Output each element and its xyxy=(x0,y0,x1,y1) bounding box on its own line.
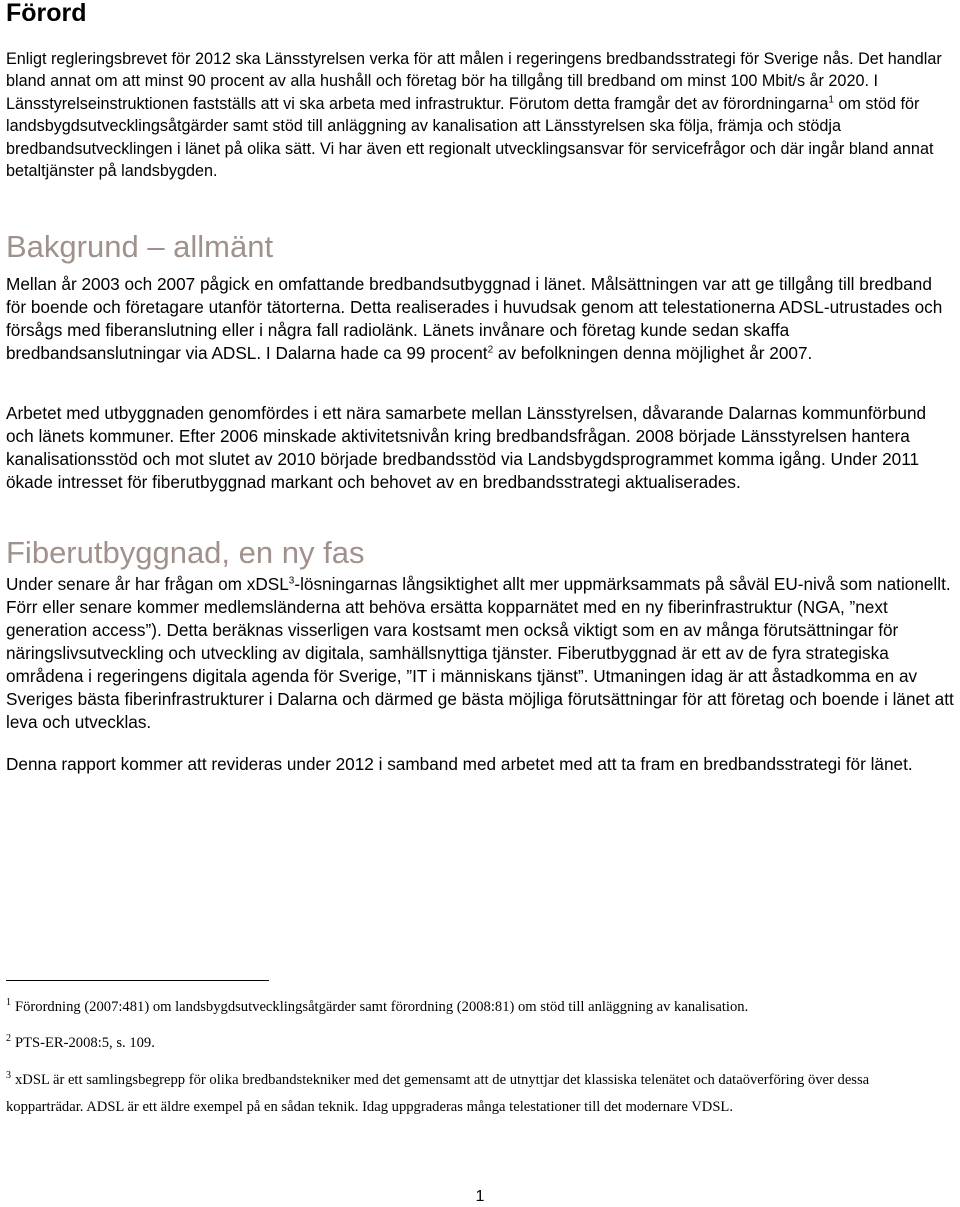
footnote-ref-1[interactable]: 1 xyxy=(828,94,834,106)
paragraph-text: Mellan år 2003 och 2007 pågick en omfattande bredbandsutbyggnad i länet. Målsättningen var att ge tillgång till bredband för boende och företagare utanför tätorterna. Detta realiserades i huvudsak genom att telestationerna ADSL-utrustades och försågs med fiberanslutning eller i några fall radiolänk. Länets invånare och företag kunde sedan skaffa bredbandsanslutningar via ADSL. I Dalarna hade ca 99 procent xyxy=(6,274,943,363)
heading-fiberutbyggnad: Fiberutbyggnad, en ny fas xyxy=(6,535,365,570)
footnote-text: PTS-ER-2008:5, s. 109. xyxy=(15,1035,155,1051)
paragraph-bakgrund-2: Arbetet med utbyggnaden genomfördes i ett nära samarbete mellan Länsstyrelsen, dåvarande Dalarnas kommunförbund och länets kommuner. Efter 2006 minskade aktivitetsnivån kring bredbandsfrågan. 2008 började Länsstyrelsen hantera kanalisationsstöd och mot slutet av 2010 började bredbandsstöd via Landsbygdsprogrammet komma igång. Under 2011 ökade intresset för fiberutbyggnad markant och behovet av en bredbandsstrategi aktualiserades. xyxy=(6,403,927,492)
heading-forord: Förord xyxy=(6,0,87,27)
footnote-number: 3 xyxy=(6,1070,11,1082)
footnote-number: 1 xyxy=(6,997,11,1009)
paragraph-text: av befolkningen denna möjlighet år 2007. xyxy=(493,343,813,363)
footnote-3 xyxy=(6,1067,936,1121)
paragraph-forord xyxy=(6,48,956,182)
footnote-text: Förordning (2007:481) om landsbygdsutvecklingsåtgärder samt förordning (2008:81) om stöd till anläggning av kanalisation. xyxy=(15,999,749,1015)
paragraph-text: Enligt regleringsbrevet för 2012 ska Länsstyrelsen verka för att målen i regeringens bredbandsstrategi för Sverige nås. Det handlar bland annat om att minst 90 procent av alla hushåll och företag bör ha tillgång till bredband om minst 100 Mbit/s år 2020. I Länsstyrelseinstruktionen fastställs att vi ska arbeta med infrastruktur. Förutom detta framgår det av förordningarna xyxy=(6,50,942,113)
footnote-ref-3[interactable]: 3 xyxy=(288,575,295,587)
footnote-text: xDSL är ett samlingsbegrepp för olika bredbandstekniker med det gemensamt att de utnyttjar det klassiska telenätet och dataöverföring över dessa kopparträdar. ADSL är ett äldre exempel på en sådan teknik. Idag uppgraderas många telestationer till det modernare VDSL. xyxy=(6,1072,870,1115)
footnote-2 xyxy=(6,1030,936,1057)
paragraph-text: -lösningarnas långsiktighet allt mer uppmärksammats på såväl EU-nivå som nationellt. Förr eller senare kommer medlemsländerna att behöva ersätta kopparnätet med en ny fiberinfrastruktur (NGA, ”next generation access”). Detta beräknas visserligen vara kostsamt men också viktigt som en av många förutsättningar för näringslivsutveckling och utveckling av digitala, samhällsnyttiga tjänster. Fiberutbyggnad är ett av de fyra strategiska områdena i regeringens digitala agenda för Sverige, ”IT i människans tjänst”. Utmaningen idag är att åstadkomma en av Sveriges bästa fiberinfrastrukturer i Dalarna och därmed ge bästa möjliga förutsättningar för att företag och boende i länet att leva och utvecklas. xyxy=(6,574,954,732)
paragraph-text: Under senare år har frågan om xDSL xyxy=(6,574,289,594)
paragraph-fiber-2: Denna rapport kommer att revideras under 2012 i samband med arbetet med att ta fram en bredbandsstrategi för länet. xyxy=(6,754,913,774)
paragraph-text: om stöd för landsbygdsutvecklingsåtgärder samt stöd till anläggning av kanalisation att Länsstyrelsen ska följa, främja och stödja bredbandsutvecklingen i länet på olika sätt. Vi har även ett regionalt utvecklingsansvar för servicefrågor och där ingår bland annat betaltjänster på landsbygden. xyxy=(6,94,934,181)
footnote-number: 2 xyxy=(6,1033,11,1045)
footnote-1 xyxy=(6,994,936,1021)
heading-bakgrund: Bakgrund – allmänt xyxy=(6,229,274,264)
paragraph-bakgrund-1 xyxy=(6,273,956,365)
footnote-ref-2[interactable]: 2 xyxy=(487,344,494,356)
page-number: 1 xyxy=(475,1188,485,1205)
paragraph-fiber-1 xyxy=(6,573,956,734)
footnote-separator xyxy=(6,980,269,981)
